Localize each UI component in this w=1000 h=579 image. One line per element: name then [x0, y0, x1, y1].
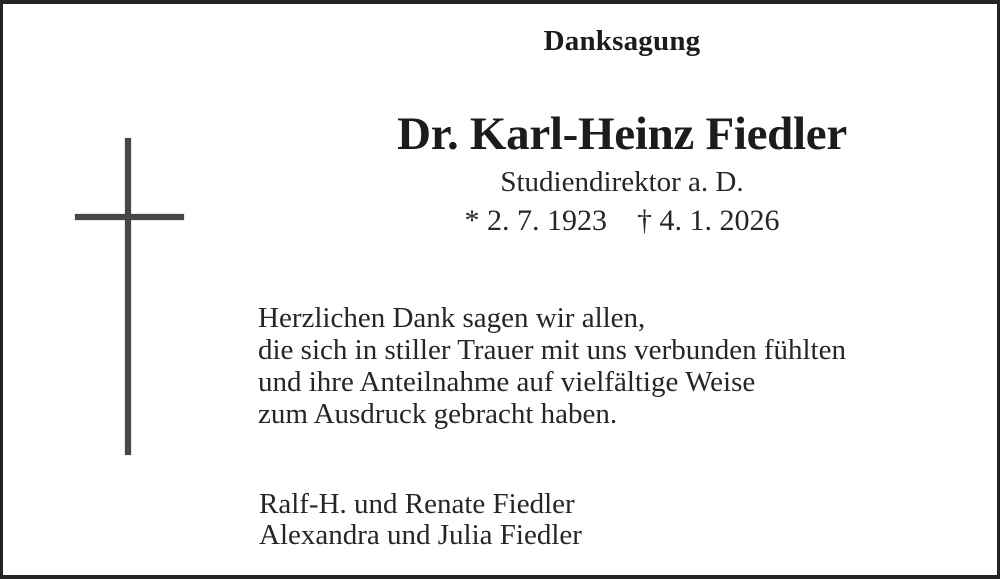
notice-kicker: Danksagung	[543, 25, 701, 57]
cross-horizontal-bar	[75, 214, 184, 220]
thanks-message-line: Herzlichen Dank sagen wir allen,	[258, 302, 646, 334]
mourners-line: Ralf-H. und Renate Fiedler	[259, 488, 575, 520]
death-date: † 4. 1. 2026	[637, 204, 780, 237]
cross-vertical-bar	[125, 138, 131, 455]
mourners-line: Alexandra und Julia Fiedler	[259, 519, 582, 551]
birth-date: * 2. 7. 1923	[464, 204, 607, 237]
thanks-message-line: und ihre Anteilnahme auf vielfältige Weise	[258, 366, 756, 398]
mourners-block	[259, 489, 582, 551]
thanks-message-line: zum Ausdruck gebracht haben.	[258, 398, 618, 430]
thanks-message-line: die sich in stiller Trauer mit uns verbunden fühlten	[258, 334, 846, 366]
life-dates	[257, 206, 987, 236]
thanks-message	[258, 302, 846, 430]
deceased-profession: Studiendirektor a. D.	[500, 166, 744, 198]
deceased-name: Dr. Karl-Heinz Fiedler	[397, 108, 847, 160]
